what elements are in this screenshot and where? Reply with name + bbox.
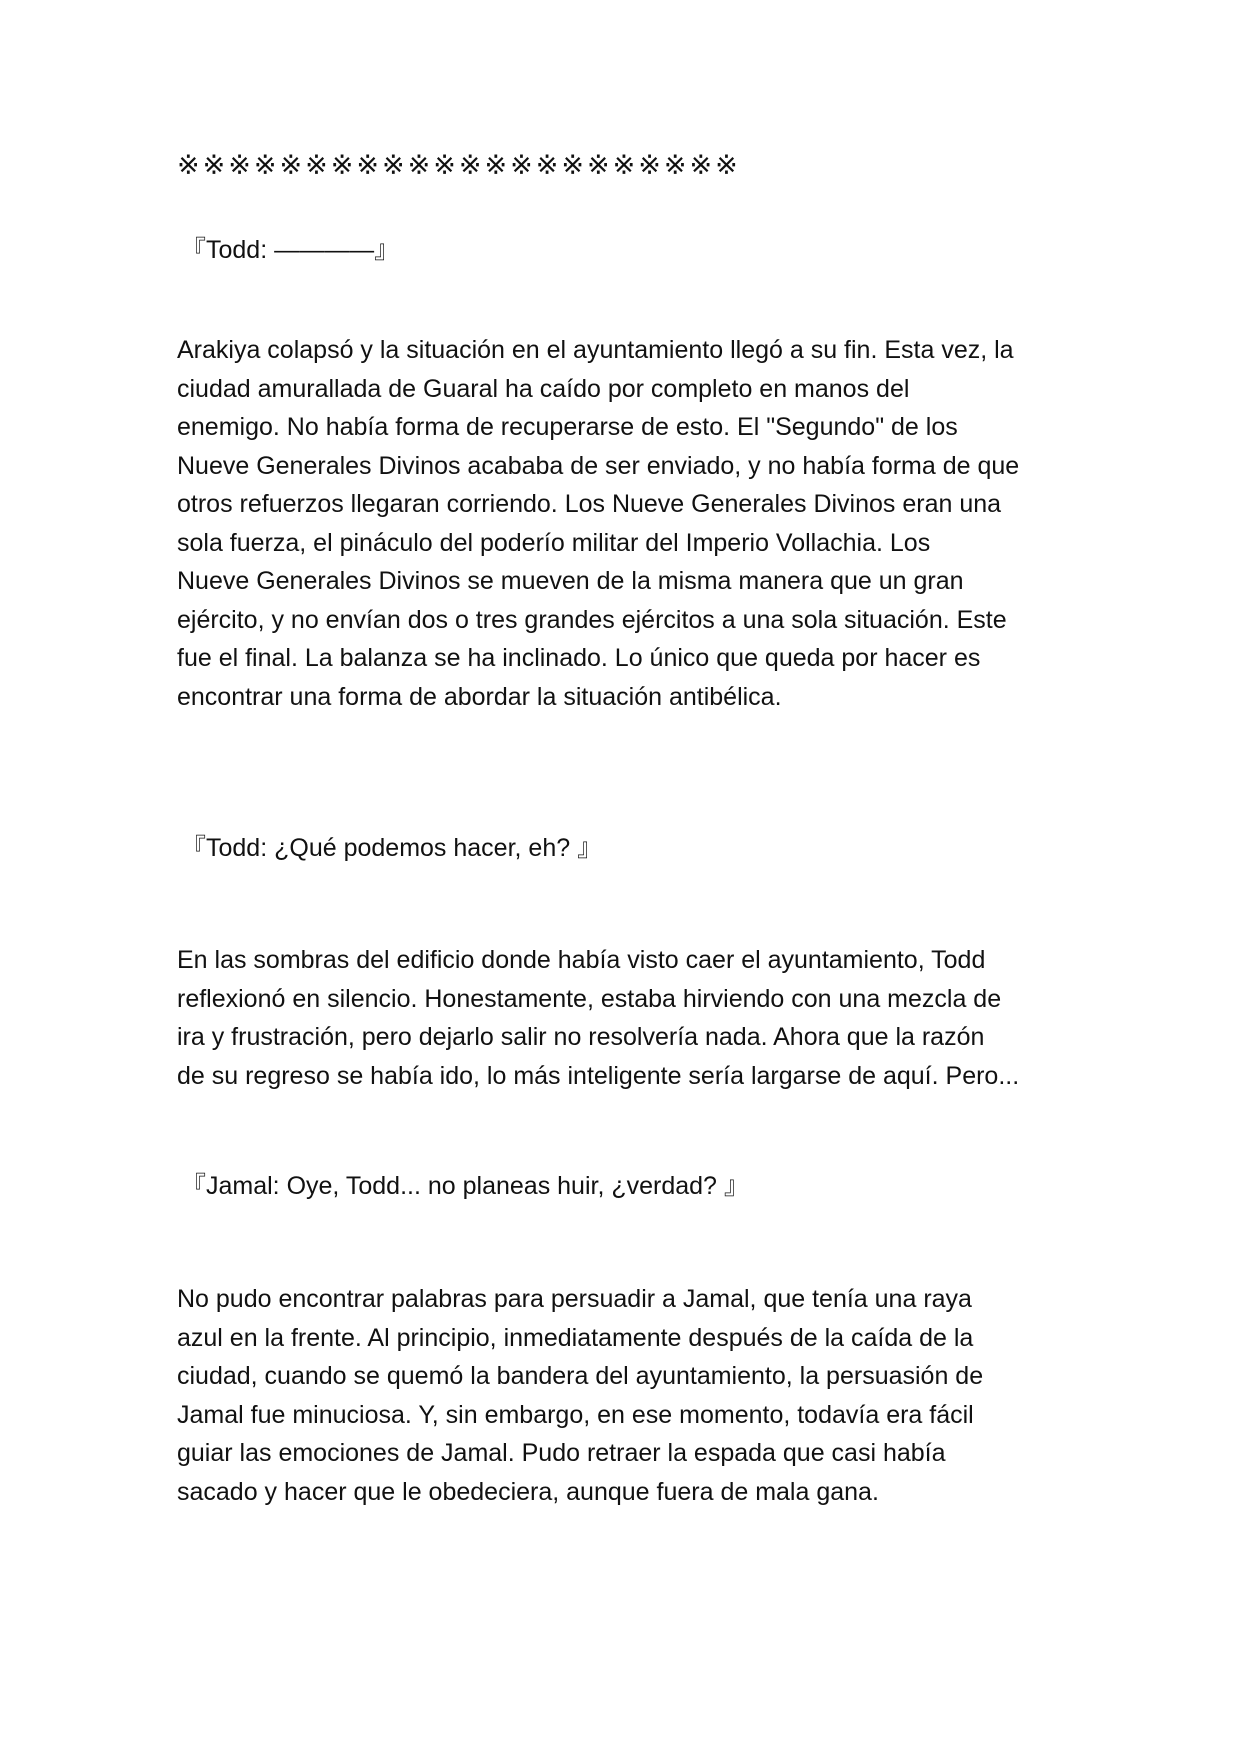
paragraph-line: otros refuerzos llegaran corriendo. Los Nueve Generales Divinos eran una [177,490,1002,518]
paragraph [177,331,1067,716]
paragraph-line: Nueve Generales Divinos se mueven de la misma manera que un gran [177,567,964,595]
paragraph [177,941,1067,1095]
paragraph-line: fue el final. La balanza se ha inclinado. Lo único que queda por hacer es [177,644,981,672]
paragraph-line: ira y frustración, pero dejarlo salir no resolvería nada. Ahora que la razón [177,1023,985,1051]
paragraph-line: encontrar una forma de abordar la situación antibélica. [177,682,782,711]
paragraph-line: guiar las emociones de Jamal. Pudo retraer la espada que casi había [177,1439,946,1467]
paragraph-line: sola fuerza, el pináculo del poderío militar del Imperio Vollachia. Los [177,528,931,557]
paragraph-line: enemigo. No había forma de recuperarse de esto. El "Segundo" de los [177,413,958,441]
paragraph-line: Arakiya colapsó y la situación en el ayuntamiento llegó a su fin. Esta vez, la [177,336,1014,364]
paragraph-line: ejército, y no envían dos o tres grandes ejércitos a una sola situación. Este [177,605,1007,634]
paragraph [177,1280,1067,1511]
paragraph-line: En las sombras del edificio donde había visto caer el ayuntamiento, Todd [177,946,986,974]
dialogue-line: 『Todd: ¿Qué podemos hacer, eh? 』 [181,834,603,862]
section-separator: ※※※※※※※※※※※※※※※※※※※※※※ [177,150,741,181]
paragraph-line: No pudo encontrar palabras para persuadir a Jamal, que tenía una raya [177,1285,972,1313]
paragraph-line: ciudad amurallada de Guaral ha caído por completo en manos del [177,374,910,403]
dialogue-line: 『Todd: ————』 [181,236,400,264]
paragraph-line: Nueve Generales Divinos acababa de ser enviado, y no había forma de que [177,451,1020,480]
paragraph-line: reflexionó en silencio. Honestamente, estaba hirviendo con una mezcla de [177,984,1002,1013]
paragraph-line: de su regreso se había ido, lo más inteligente sería largarse de aquí. Pero... [177,1061,1020,1090]
paragraph-line: azul en la frente. Al principio, inmediatamente después de la caída de la [177,1323,974,1352]
paragraph-line: Jamal fue minuciosa. Y, sin embargo, en ese momento, todavía era fácil [177,1400,974,1429]
dialogue-line: 『Jamal: Oye, Todd... no planeas huir, ¿verdad? 』 [181,1172,749,1200]
paragraph-line: ciudad, cuando se quemó la bandera del ayuntamiento, la persuasión de [177,1362,984,1390]
paragraph-line: sacado y hacer que le obedeciera, aunque fuera de mala gana. [177,1477,879,1506]
